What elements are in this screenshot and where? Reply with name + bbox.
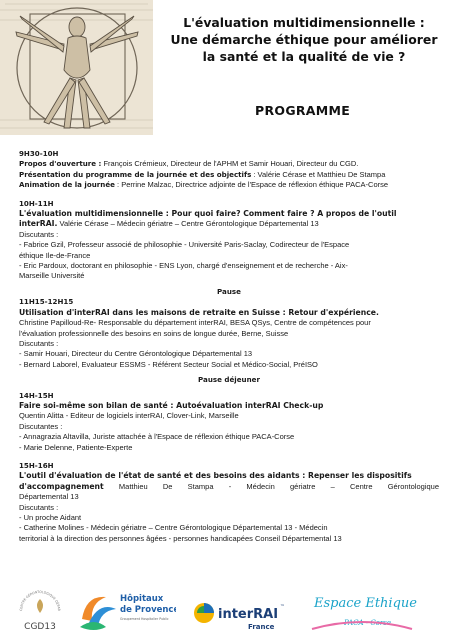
speaker-text: Matthieu De Stampa - Médecin gériatre – Centre Gérontologique <box>103 481 439 491</box>
discutant: - Catherine Molines - Médecin gériatre – Centre Gérontologique Départemental 13 - Médecin <box>19 523 328 533</box>
session-speaker <box>19 219 439 229</box>
program-item <box>19 159 439 169</box>
item-label: Présentation du programme de la journée et des objectifs <box>19 169 252 179</box>
interrai-sub: France <box>248 623 275 631</box>
hopitaux-line-2: de Provence <box>120 605 176 615</box>
title-line-2: Une démarche éthique pour améliorer <box>170 32 438 47</box>
session-time: 14H-15H <box>19 390 54 400</box>
discutants-label: Discutantes : <box>19 421 63 431</box>
discutant: - Fabrice Gzil, Professeur associé de philosophie - Université Paris-Saclay, Codirecteur de l'Espace <box>19 240 350 250</box>
item-label: Animation de la journée <box>19 180 115 190</box>
interrai-tm: ™ <box>280 604 285 610</box>
ethique-line-2: PACA - Corse <box>344 619 392 627</box>
discutant: - Un proche Aidant <box>19 513 82 522</box>
speaker-text: Quentin Alitta - Editeur de logiciels interRAI, Clover-Link, Marseille <box>19 411 239 421</box>
discutant: - Annagrazia Altavilla, Juriste attachée à l'Espace de réflexion éthique PACA-Corse <box>19 432 295 442</box>
speaker-text-cont: l'évaluation professionnelle des besoins en soins de longue durée, Berne, Suisse <box>19 328 289 338</box>
cgd13-logo <box>14 583 66 635</box>
item-text: : Valérie Cérase et Matthieu De Stampa <box>251 169 386 179</box>
cgd-text: CGD13 <box>24 622 56 632</box>
session-title-cont: interRAI. <box>19 219 58 229</box>
event-title <box>160 14 448 65</box>
partner-logos <box>0 577 453 641</box>
program-item <box>19 180 439 190</box>
session-time: 10H-11H <box>19 198 54 208</box>
discutant-cont: territorial à la direction des personnes âgées - personnes handicapées Conseil Départemental 13 <box>19 533 342 543</box>
discutants-label: Discutants : <box>19 338 59 348</box>
hopitaux-line-1: Hôpitaux <box>120 594 164 604</box>
title-line-1: L'évaluation multidimensionnelle : <box>183 15 425 30</box>
discutants-label: Discutants : <box>19 502 59 512</box>
speaker-text-cont: Départemental 13 <box>19 492 79 502</box>
vitruvian-illustration <box>0 0 153 135</box>
session-title-cont: d'accompagnement <box>19 481 104 491</box>
title-line-3: la santé et la qualité de vie ? <box>202 49 406 64</box>
cgd-arc-text: CENTRE GÉRONTOLOGIQUE DÉPAR <box>18 589 62 612</box>
interrai-france-logo <box>192 593 292 639</box>
interrai-text: interRAI <box>218 607 279 622</box>
espace-ethique-logo <box>306 585 418 637</box>
session-title: L'évaluation multidimensionnelle : Pour quoi faire? Comment faire ? A propos de l'outil <box>19 209 397 219</box>
hopitaux-provence-logo <box>76 587 176 637</box>
pause-label: Pause déjeuner <box>198 375 260 385</box>
session-time: 11H15-12H15 <box>19 297 74 307</box>
discutant-cont: Marseille Université <box>19 271 85 281</box>
session-title: Utilisation d'interRAI dans les maisons de retraite en Suisse : Retour d'expérience. <box>19 307 379 317</box>
pause-label: Pause <box>217 286 241 296</box>
programme-heading: PROGRAMME <box>255 103 351 118</box>
session-speaker <box>19 482 439 492</box>
item-text: : Perrine Malzac, Directrice adjointe de l'Espace de réflexion éthique PACA-Corse <box>114 180 389 190</box>
session-title: Faire soi-même son bilan de santé : Autoévaluation interRAI Check-up <box>19 400 324 410</box>
speaker-text: Valérie Cérase – Médecin gériatre – Centre Gérontologique Départemental 13 <box>57 219 319 229</box>
ethique-line-1: Espace Ethique <box>314 596 417 611</box>
discutants-label: Discutants : <box>19 229 59 239</box>
item-text: François Crémieux, Directeur de l'APHM et Samir Houari, Directeur du CGD. <box>101 159 359 169</box>
item-label: Propos d'ouverture : <box>19 159 102 169</box>
discutant: - Marie Delenne, Patiente-Experte <box>19 442 133 452</box>
discutant: - Bernard Laborel, Evaluateur ESSMS - Référent Secteur Social et Médico-Social, PréISO <box>19 359 318 369</box>
session-time: 15H-16H <box>19 460 54 470</box>
discutant-cont: éthique Ile-de-France <box>19 250 91 260</box>
hopitaux-sub: Groupement Hospitalier Public <box>120 617 169 621</box>
program-item <box>19 170 439 180</box>
program-body <box>19 149 439 544</box>
session-time: 9H30-10H <box>19 149 59 158</box>
discutant: - Samir Houari, Directeur du Centre Gérontologique Départemental 13 <box>19 349 253 359</box>
speaker-text: Christine Papilloud-Re- Responsable du département interRAI, BESA QSys, Centre de compétences pour <box>19 318 371 328</box>
session-title: L'outil d'évaluation de l'état de santé et des besoins des aidants : Repenser les dispositifs <box>19 471 412 481</box>
discutant: - Eric Pardoux, doctorant en philosophie - ENS Lyon, chargé d'enseignement et de recherche - Aix- <box>19 261 348 271</box>
